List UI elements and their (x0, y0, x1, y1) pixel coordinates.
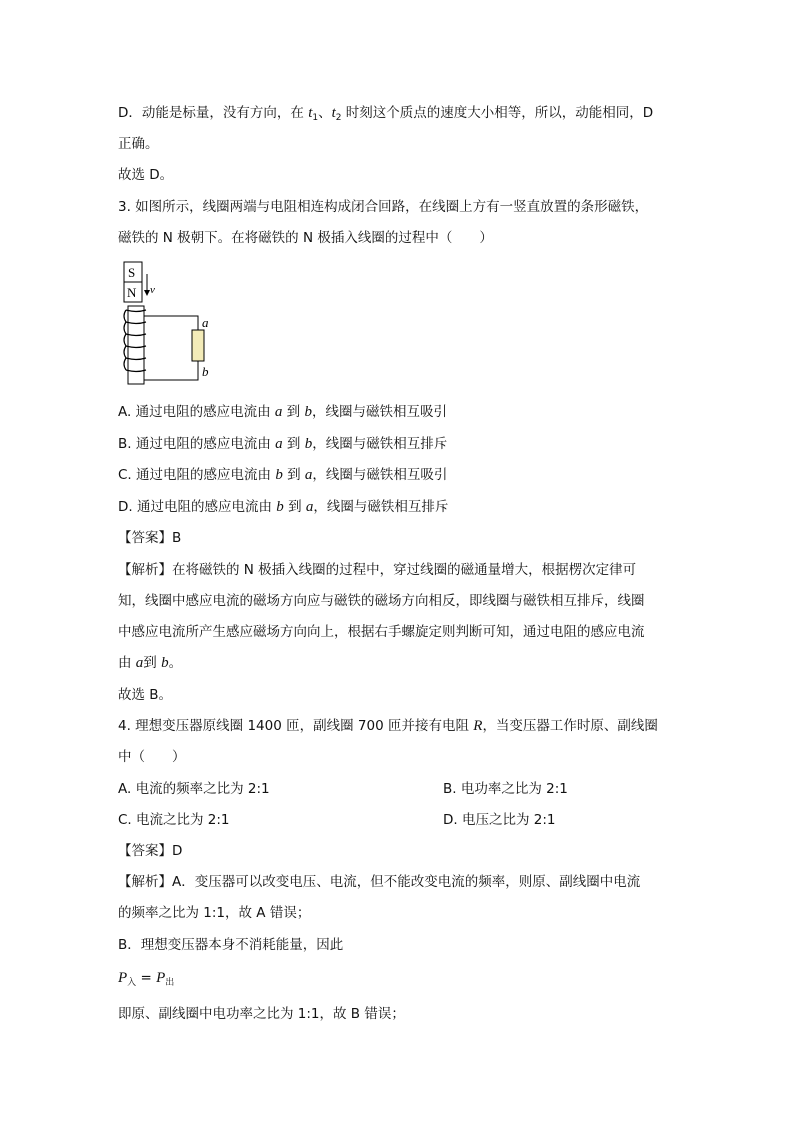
explanation-4: B．理想变压器本身不消耗能量，因此 (118, 937, 344, 953)
option-d: D. 通过电阻的感应电流由 b 到 a，线圈与磁铁相互排斥 (118, 499, 449, 515)
option-b: B. 通过电阻的感应电流由 a 到 b，线圈与磁铁相互排斥 (118, 436, 448, 452)
q4-option-a: A. 电流的频率之比为 2:1 (118, 781, 270, 797)
terminal-b-label: b (202, 364, 209, 379)
explanation-4: 即原、副线圈中电功率之比为 1:1，故 B 错误； (118, 1006, 405, 1022)
option-a: A. 通过电阻的感应电流由 a 到 b，线圈与磁铁相互吸引 (118, 404, 447, 420)
question-4-stem: 4. 理想变压器原线圈 1400 匝，副线圈 700 匝并接有电阻 R，当变压器工作时原、副线圈 (118, 718, 658, 734)
explanation-3: 由 a到 b。 (118, 655, 183, 671)
answer-3: 【答案】B (118, 530, 182, 546)
text-line: 故选 D。 (118, 167, 174, 183)
explanation-3: 中感应电流所产生感应磁场方向向上，根据右手螺旋定则判断可知，通过电阻的感应电流 (118, 624, 645, 640)
q4-option-b: B. 电功率之比为 2:1 (443, 781, 568, 797)
q4-option-d: D. 电压之比为 2:1 (443, 812, 556, 828)
magnet-coil-figure (118, 258, 228, 390)
wire-bottom (144, 361, 198, 380)
explanation-3: 【解析】在将磁铁的 N 极插入线圈的过程中，穿过线圈的磁通量增大，根据楞次定律可 (118, 562, 637, 578)
magnet-s-label: S (128, 265, 136, 280)
selection-3: 故选 B。 (118, 687, 173, 703)
explanation-3: 知，线圈中感应电流的磁场方向应与磁铁的磁场方向相反，即线圈与磁铁相互排斥，线圈 (118, 593, 645, 609)
question-3-stem: 3. 如图所示，线圈两端与电阻相连构成闭合回路，在线圈上方有一竖直放置的条形磁铁， (118, 199, 649, 215)
text-line: 正确。 (118, 136, 159, 152)
coil-core (128, 306, 144, 384)
question-3-stem-cont: 磁铁的 N 极朝下。在将磁铁的 N 极插入线圈的过程中（ ） (118, 230, 493, 246)
resistor (192, 330, 204, 361)
terminal-a-label: a (202, 315, 209, 330)
q4-option-c: C. 电流之比为 2:1 (118, 812, 230, 828)
explanation-4: 【解析】A．变压器可以改变电压、电流，但不能改变电流的频率，则原、副线圈中电流 (118, 874, 641, 890)
explanation-4: 的频率之比为 1:1，故 A 错误； (118, 905, 311, 921)
question-4-stem-cont: 中（ ） (118, 749, 186, 765)
answer-4: 【答案】D (118, 843, 183, 859)
option-c: C. 通过电阻的感应电流由 b 到 a，线圈与磁铁相互吸引 (118, 467, 448, 483)
velocity-label: v (150, 284, 155, 296)
wire-top (144, 316, 198, 330)
magnet-n-label: N (127, 285, 137, 300)
text-line: D．动能是标量，没有方向，在 $t_1$、$t_2$ 时刻这个质点的速度大小相等，所以，动能相同，D (118, 105, 654, 123)
power-equation: $P_入 = P_出$ (118, 970, 175, 988)
